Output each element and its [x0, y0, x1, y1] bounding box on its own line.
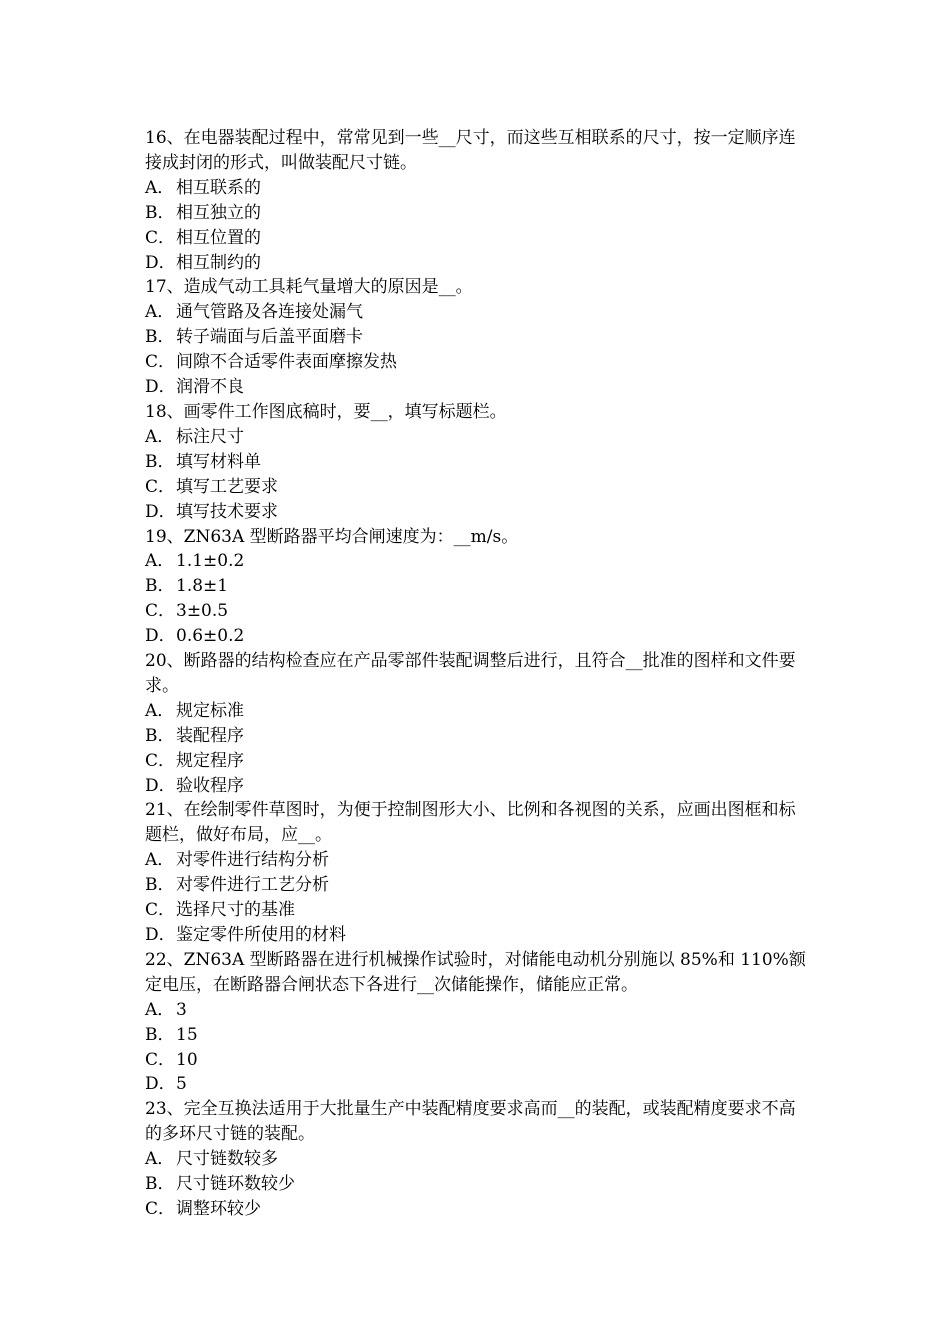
- question-block: [145, 525, 810, 650]
- option-text: 0.6±0.2: [176, 626, 245, 647]
- question-text: 17、造成气动工具耗气量增大的原因是__。: [145, 277, 473, 298]
- option-text: 规定标准: [176, 700, 244, 721]
- option-text: 填写材料单: [176, 451, 261, 472]
- option-letter: C．: [145, 476, 176, 497]
- answer-option: [145, 1023, 810, 1048]
- option-letter: C．: [145, 601, 176, 622]
- option-text: 选择尺寸的基准: [176, 900, 295, 921]
- question-text: 22、ZN63A 型断路器在进行机械操作试验时，对储能电动机分别施以 85%和 110%额定电压，在断路器合闸状态下各进行__次储能操作，储能应正常。: [145, 949, 806, 995]
- question-block: [145, 649, 810, 798]
- answer-option: [145, 350, 810, 375]
- option-letter: D．: [145, 501, 176, 522]
- answer-option: [145, 624, 810, 649]
- option-letter: C．: [145, 900, 176, 921]
- option-letter: D．: [145, 925, 176, 945]
- option-text: 规定程序: [176, 750, 244, 771]
- answer-option: [145, 1197, 810, 1222]
- option-letter: D．: [145, 377, 176, 398]
- answer-option: [145, 749, 810, 774]
- option-letter: B．: [145, 451, 175, 472]
- option-letter: A．: [145, 999, 175, 1020]
- option-letter: D．: [145, 775, 176, 796]
- option-text: 相互联系的: [176, 177, 261, 198]
- option-letter: A．: [145, 302, 175, 323]
- answer-option: [145, 425, 810, 450]
- answer-option: [145, 1172, 810, 1197]
- option-letter: A．: [145, 551, 175, 572]
- answer-option: [145, 500, 810, 525]
- answer-option: [145, 549, 810, 574]
- answer-option: [145, 898, 810, 923]
- answer-option: [145, 325, 810, 350]
- option-letter: B．: [145, 1024, 175, 1045]
- answer-option: [145, 375, 810, 400]
- question-block: [145, 948, 810, 1097]
- option-text: 尺寸链环数较少: [176, 1174, 295, 1195]
- answer-option: [145, 1048, 810, 1073]
- option-text: 装配程序: [176, 725, 244, 746]
- option-text: 验收程序: [176, 775, 244, 796]
- option-text: 10: [176, 1049, 198, 1070]
- answer-option: [145, 873, 810, 898]
- answer-option: [145, 1147, 810, 1172]
- option-text: 5: [176, 1074, 187, 1095]
- question-text: 19、ZN63A 型断路器平均合闸速度为：__m/s。: [145, 526, 519, 547]
- question-text: 20、断路器的结构检查应在产品零部件装配调整后进行，且符合__批准的图样和文件要求。: [145, 651, 796, 696]
- option-letter: A．: [145, 700, 175, 721]
- option-text: 标注尺寸: [176, 426, 244, 447]
- answer-option: [145, 300, 810, 325]
- answer-option: [145, 724, 810, 749]
- answer-option: [145, 774, 810, 799]
- answer-option: [145, 1072, 810, 1097]
- question-text: 21、在绘制零件草图时，为便于控制图形大小、比例和各视图的关系，应画出图框和标题栏，做好布局，应__。: [145, 800, 796, 846]
- option-letter: B．: [145, 725, 175, 746]
- option-letter: B．: [145, 202, 175, 223]
- answer-option: [145, 450, 810, 475]
- question-block: [145, 275, 810, 400]
- option-letter: B．: [145, 1174, 175, 1195]
- option-letter: C．: [145, 227, 176, 248]
- answer-option: [145, 699, 810, 724]
- option-letter: D．: [145, 252, 176, 273]
- question-block: [145, 798, 810, 947]
- answer-option: [145, 848, 810, 873]
- option-letter: D．: [145, 626, 176, 647]
- option-letter: C．: [145, 1049, 176, 1070]
- option-letter: A．: [145, 426, 175, 447]
- option-text: 15: [176, 1024, 198, 1045]
- answer-option: [145, 201, 810, 226]
- question-block: [145, 1097, 810, 1222]
- option-letter: B．: [145, 327, 175, 348]
- option-letter: C．: [145, 750, 176, 771]
- option-text: 填写工艺要求: [176, 476, 278, 497]
- answer-option: [145, 574, 810, 599]
- option-text: 填写技术要求: [176, 501, 278, 522]
- option-text: 相互制约的: [176, 252, 261, 273]
- answer-option: [145, 226, 810, 251]
- option-text: 间隙不合适零件表面摩擦发热: [176, 352, 397, 373]
- option-text: 润滑不良: [176, 377, 244, 398]
- option-text: 鉴定零件所使用的材料: [176, 925, 346, 945]
- answer-option: [145, 923, 810, 948]
- option-text: 尺寸链数较多: [176, 1149, 278, 1170]
- question-block: [145, 126, 810, 275]
- answer-option: [145, 475, 810, 500]
- question-text: 16、在电器装配过程中，常常见到一些__尺寸，而这些互相联系的尺寸，按一定顺序连接成封闭的形式，叫做装配尺寸链。: [145, 128, 796, 173]
- option-letter: B．: [145, 576, 175, 597]
- option-letter: B．: [145, 875, 175, 896]
- option-text: 转子端面与后盖平面磨卡: [176, 327, 363, 348]
- answer-option: [145, 251, 810, 276]
- option-text: 1.1±0.2: [176, 551, 245, 572]
- option-text: 3: [176, 999, 187, 1020]
- option-letter: C．: [145, 1198, 176, 1219]
- option-text: 相互位置的: [176, 227, 261, 248]
- question-block: [145, 400, 810, 525]
- option-text: 调整环较少: [176, 1198, 261, 1219]
- option-text: 对零件进行工艺分析: [176, 875, 329, 896]
- option-text: 3±0.5: [176, 601, 229, 622]
- answer-option: [145, 599, 810, 624]
- option-text: 相互独立的: [176, 202, 261, 223]
- option-letter: A．: [145, 1149, 175, 1170]
- question-text: 23、完全互换法适用于大批量生产中装配精度要求高而__的装配，或装配精度要求不高的多环尺寸链的装配。: [145, 1099, 796, 1145]
- answer-option: [145, 176, 810, 201]
- answer-option: [145, 998, 810, 1023]
- option-letter: A．: [145, 177, 175, 198]
- option-letter: A．: [145, 850, 175, 871]
- option-text: 1.8±1: [176, 576, 229, 597]
- option-letter: D．: [145, 1074, 176, 1095]
- option-letter: C．: [145, 352, 176, 373]
- document-page: [145, 126, 810, 1222]
- question-text: 18、画零件工作图底稿时，要__，填写标题栏。: [145, 401, 507, 422]
- option-text: 对零件进行结构分析: [176, 850, 329, 871]
- option-text: 通气管路及各连接处漏气: [176, 302, 363, 323]
